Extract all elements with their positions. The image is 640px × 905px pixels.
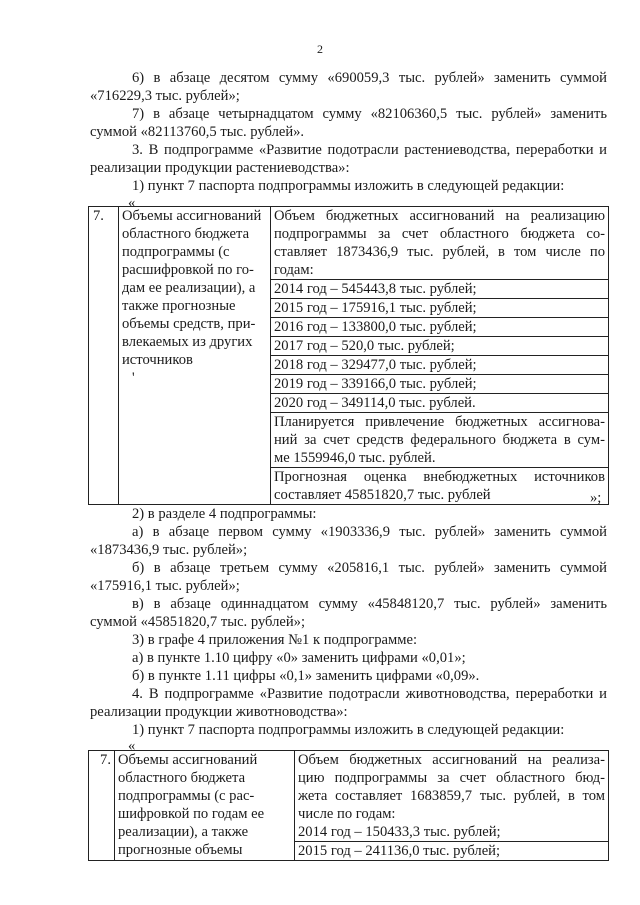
paragraph-line: суммой «45851820,7 тыс. рублей»; bbox=[90, 614, 306, 630]
year-line: 2015 год – 175916,1 тыс. рублей; bbox=[271, 298, 608, 317]
year-line: 2015 год – 241136,0 тыс. рублей; bbox=[295, 841, 608, 860]
paragraph-line: а) в абзаце первом сумму «1903336,9 тыс. рублей» заменить суммой bbox=[132, 524, 607, 540]
paragraph-line: 1) пункт 7 паспорта подпрограммы изложить в следующей редакции: bbox=[132, 178, 565, 194]
paragraph-line: 3) в графе 4 приложения №1 к подпрограмме: bbox=[132, 632, 417, 648]
paragraph-line: реализации продукции животноводства»: bbox=[90, 704, 348, 720]
paragraph-line: а) в пункте 1.10 цифру «0» заменить цифрами «0,01»; bbox=[132, 650, 466, 666]
table-label-cell: Объемы ассигнований областного бюджета подпрограммы (с расшифровкой по го- дам ее реализации), а также прогнозные объемы средств, при- влекаемых из других источников ' bbox=[119, 207, 271, 505]
table-value-cell: Объем бюджетных ассигнований на реализа- цию подпрограммы за счет областного бюд- жета составляет 1683859,7 тыс. рублей, в том числе по годам: 2014 год – 150433,3 тыс. рублей; 2015 год – 241136,0 тыс. рублей; bbox=[295, 751, 609, 861]
paragraph-line: реализации продукции растениеводства»: bbox=[90, 160, 350, 176]
table-row-number: 7. bbox=[89, 751, 115, 861]
paragraph-line: «1873436,9 тыс. рублей»; bbox=[90, 542, 248, 558]
year-line: 2014 год – 545443,8 тыс. рублей; bbox=[271, 279, 608, 298]
year-line: 2017 год – 520,0 тыс. рублей; bbox=[271, 336, 608, 355]
open-quote: « bbox=[128, 738, 136, 754]
year-line: 2014 год – 150433,3 тыс. рублей; bbox=[298, 824, 501, 840]
paragraph-line: б) в абзаце третьем сумму «205816,1 тыс. рублей» заменить суммой bbox=[132, 560, 607, 576]
paragraph-line: «175916,1 тыс. рублей»; bbox=[90, 578, 240, 594]
open-quote: « bbox=[128, 195, 136, 211]
year-line: 2018 год – 329477,0 тыс. рублей; bbox=[271, 355, 608, 374]
paragraph-line: 7) в абзаце четырнадцатом сумму «82106360,5 тыс. рублей» заменить bbox=[132, 106, 607, 122]
paragraph-line: «716229,3 тыс. рублей»; bbox=[90, 88, 240, 104]
passport-table-1 bbox=[88, 206, 609, 505]
page-number: 2 bbox=[317, 42, 323, 56]
paragraph-line: 4. В подпрограмме «Развитие подотрасли животноводства, переработки и bbox=[132, 686, 607, 702]
paragraph-line: 6) в абзаце десятом сумму «690059,3 тыс. рублей» заменить суммой bbox=[132, 70, 607, 86]
paragraph-line: 2) в разделе 4 подпрограммы: bbox=[132, 506, 317, 522]
passport-table-2 bbox=[88, 750, 609, 861]
year-line: 2016 год – 133800,0 тыс. рублей; bbox=[271, 317, 608, 336]
paragraph-line: б) в пункте 1.11 цифры «0,1» заменить цифрами «0,09». bbox=[132, 668, 480, 684]
year-line: 2019 год – 339166,0 тыс. рублей; bbox=[271, 374, 608, 393]
table-value-cell: Объем бюджетных ассигнований на реализацию подпрограммы за счет областного бюджета со- ставляет 1873436,9 тыс. рублей, в том числе по годам: 2014 год – 545443,8 тыс. рублей; 2015 год – 175916,1 тыс. рублей; 2016 год – 133800,0 тыс. рублей; 2017 год – 520,0 тыс. рублей; 2018 год – 329477,0 тыс. рублей; 2019 год – 339166,0 тыс. рублей; 2020 год – 349114,0 тыс. рублей. Планируется привлечение бюджетных ассигнова- ний за счет средств федерального бюджета в сум- ме 1559946,0 тыс. рублей. Прогнозная оценка внебюджетных источников составляет 45851820,7 тыс. рублей bbox=[271, 207, 609, 505]
table-row-number: 7. bbox=[89, 207, 119, 505]
table-label-cell: Объемы ассигнований областного бюджета подпрограммы (с рас- шифровкой по годам ее реализации), а также прогнозные объемы bbox=[115, 751, 295, 861]
paragraph-line: 1) пункт 7 паспорта подпрограммы изложить в следующей редакции: bbox=[132, 722, 565, 738]
close-quote: »; bbox=[590, 490, 602, 506]
year-line: 2020 год – 349114,0 тыс. рублей. bbox=[271, 393, 608, 412]
paragraph-line: в) в абзаце одиннадцатом сумму «45848120,7 тыс. рублей» заменить bbox=[132, 596, 607, 612]
paragraph-line: 3. В подпрограмме «Развитие подотрасли растениеводства, переработки и bbox=[132, 142, 607, 158]
paragraph-line: суммой «82113760,5 тыс. рублей». bbox=[90, 124, 305, 140]
